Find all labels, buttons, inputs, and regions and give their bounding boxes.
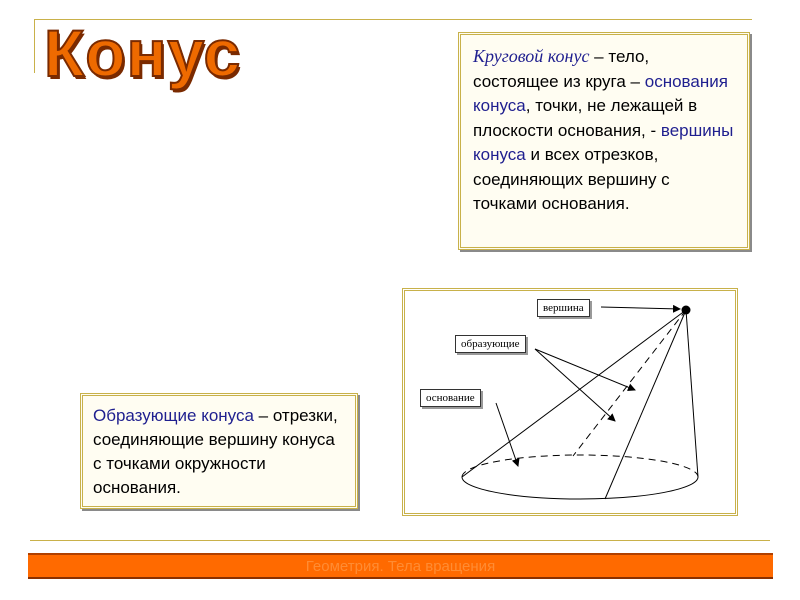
generatrix-text <box>83 396 355 508</box>
definition-part-3: и всех отрезков, соединяющих вершину с точками основания. <box>473 145 670 213</box>
left-decor-line <box>34 19 35 73</box>
generatrix-arrow-1 <box>535 349 635 390</box>
cone-diagram <box>402 288 738 516</box>
apex-arrow <box>601 307 680 309</box>
cone-front-generatrix <box>605 310 686 499</box>
definition-box <box>458 32 750 250</box>
cone-right-edge <box>686 310 698 477</box>
definition-text <box>461 35 747 226</box>
slide-title: Конус <box>44 16 242 90</box>
term-circular-cone: Круговой конус <box>473 46 590 66</box>
label-generatrices: образующие <box>455 335 526 353</box>
cone-hidden-generatrix <box>573 310 686 456</box>
definition-part-1: – тело, состоящее из круга – <box>473 47 650 91</box>
label-base: основание <box>420 389 481 407</box>
footer-bar <box>28 553 773 579</box>
generatrix-box <box>80 393 358 509</box>
term-cone-base: основания конуса <box>473 71 728 115</box>
definition-part-2: , точки, не лежащей в плоскости основания, - <box>473 96 698 140</box>
generatrix-arrow-2 <box>535 349 615 421</box>
footer-decor-line <box>30 540 770 541</box>
generatrix-definition: – отрезки, соединяющие вершину конуса с точками окружности основания. <box>93 406 338 497</box>
cone-base-ellipse <box>462 455 698 499</box>
apex-point <box>682 306 691 315</box>
label-apex: вершина <box>537 299 590 317</box>
term-generatrix: Образующие конуса <box>93 406 254 425</box>
base-arrow <box>496 403 518 466</box>
term-cone-apex: вершины конуса <box>473 120 734 164</box>
footer-text: Геометрия. Тела вращения <box>305 558 496 575</box>
